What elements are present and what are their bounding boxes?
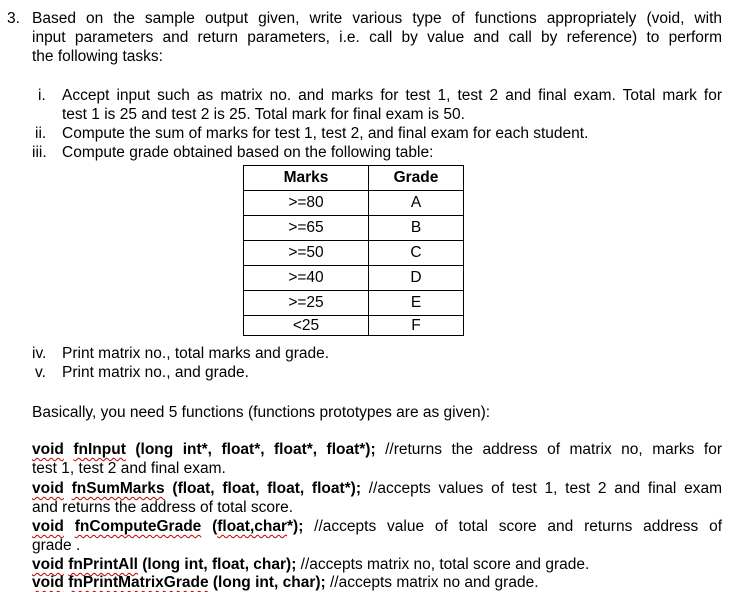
task-text: Accept input such as matrix no. and marks for test 1, test 2 and final exam. Total mark for — [62, 87, 722, 104]
function-signature: *); — [287, 518, 304, 535]
function-prototype-line — [32, 479, 722, 498]
grade-table-header — [244, 166, 464, 191]
grade-cell: B — [369, 216, 464, 241]
task-number: iii. — [32, 144, 47, 161]
functions-intro: Basically, you need 5 functions (functions prototypes are as given): — [32, 404, 491, 421]
function-comment: //accepts matrix no and grade. — [325, 574, 539, 591]
grade-cell: A — [369, 191, 464, 216]
keyword: void — [32, 574, 64, 591]
function-comment-cont: test 1, test 2 and final exam. — [32, 460, 226, 477]
task-text: Print matrix no., and grade. — [62, 364, 249, 381]
table-row — [244, 291, 464, 316]
function-prototype-line — [32, 440, 722, 459]
grade-cell: D — [369, 266, 464, 291]
question-number: 3. — [7, 10, 20, 27]
grade-cell: E — [369, 291, 464, 316]
marks-cell: >=40 — [244, 266, 369, 291]
marks-cell: <25 — [244, 316, 369, 336]
function-name: fnPrintAll — [68, 556, 138, 573]
function-prototype-line — [32, 517, 722, 536]
marks-cell: >=80 — [244, 191, 369, 216]
function-name: fnComputeGrade — [74, 518, 202, 535]
marks-cell: >=25 — [244, 291, 369, 316]
marks-cell: >=65 — [244, 216, 369, 241]
keyword: void — [32, 441, 64, 458]
question-intro-line1: Based on the sample output given, write various type of functions appropriately (void, with — [32, 10, 722, 27]
function-signature: (long int*, float*, float*, float*); — [125, 441, 376, 458]
table-row — [244, 241, 464, 266]
grade-cell: C — [369, 241, 464, 266]
header-grade: Grade — [369, 166, 464, 191]
function-name: fnPrintMatrixGrade — [68, 574, 209, 591]
question-intro-line2: input parameters and return parameters, i.e. call by value and call by reference) to perform — [32, 29, 722, 46]
function-comment: //accepts values of test 1, test 2 and final exam — [361, 480, 722, 497]
function-prototype-line — [32, 555, 589, 574]
task-text: Compute grade obtained based on the following table: — [62, 144, 434, 161]
task-number: v. — [35, 364, 46, 381]
task-number: i. — [38, 87, 46, 104]
table-row — [244, 191, 464, 216]
function-comment: //accepts value of total score and returns address of — [303, 518, 723, 535]
function-signature: (float, float, float, float*); — [164, 480, 361, 497]
keyword: void — [32, 556, 64, 573]
marks-cell: >=50 — [244, 241, 369, 266]
function-signature-param: float,char — [217, 518, 288, 535]
table-row — [244, 216, 464, 241]
function-name: fnInput — [73, 441, 126, 458]
task-number: iv. — [32, 345, 47, 362]
function-comment-cont: and returns the address of total score. — [32, 499, 294, 516]
grade-table — [243, 165, 464, 336]
task-text: Compute the sum of marks for test 1, test 2, and final exam for each student. — [62, 125, 589, 142]
table-row — [244, 316, 464, 336]
function-signature: (long int, char); — [208, 574, 326, 591]
function-prototype-line — [32, 573, 539, 592]
grade-cell: F — [369, 316, 464, 336]
function-comment: //returns the address of matrix no, marks for — [375, 441, 722, 458]
table-row — [244, 266, 464, 291]
task-number: ii. — [35, 125, 47, 142]
function-name: fnSumMarks — [71, 480, 165, 497]
function-signature: ( — [201, 518, 218, 535]
task-text-cont: test 1 is 25 and test 2 is 25. Total mark for final exam is 50. — [62, 106, 465, 123]
keyword: void — [32, 480, 64, 497]
function-signature: (long int, float, char); — [137, 556, 297, 573]
question-intro-line3: the following tasks: — [32, 48, 163, 65]
function-comment-cont: grade . — [32, 537, 81, 554]
task-text: Print matrix no., total marks and grade. — [62, 345, 330, 362]
keyword: void — [32, 518, 64, 535]
function-comment: //accepts matrix no, total score and grade. — [296, 556, 590, 573]
header-marks: Marks — [244, 166, 369, 191]
